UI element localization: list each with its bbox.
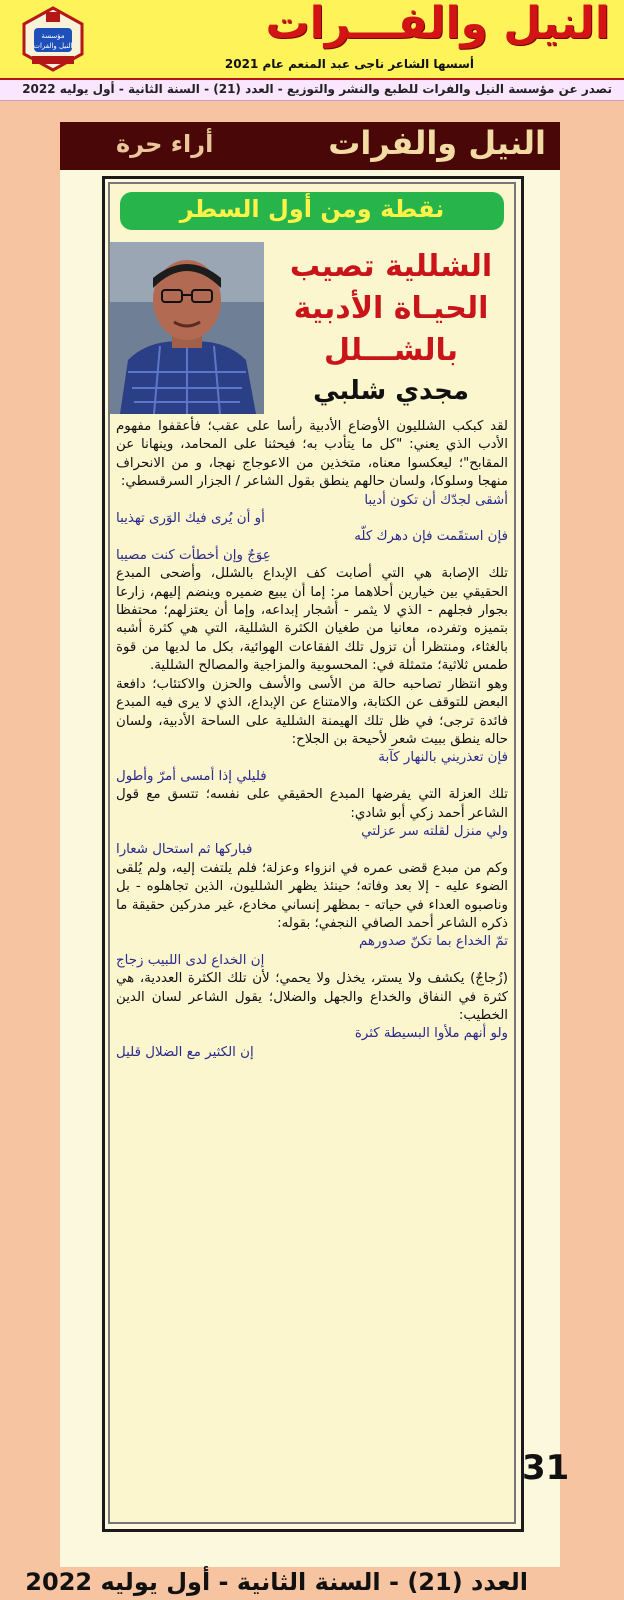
logo-text-1: مؤسسة [41,32,65,40]
verse-line: فإن تعذريني بالنهار كآبة [378,750,508,766]
logo-text-2: النيل والفرات [33,42,73,50]
band-title: النيل والفرات [328,124,546,162]
article-column-inner [108,182,516,1524]
footer [0,1568,624,1600]
headline [276,246,506,372]
masthead-subtitle: أسسها الشاعر ناجى عبد المنعم عام 2021 [224,57,474,71]
author-name: مجدي شلبي [313,376,469,406]
verse-line: إن الكثير مع الضلال قليل [116,1044,254,1060]
article-column [102,176,524,1532]
article-body [116,418,508,1062]
article-page [60,122,560,1567]
verse-line: فباركها ثم استحال شعارا [116,842,253,858]
author-photo [110,242,264,414]
paragraph: وكم من مبدع قضى عمره في انزواء وعزلة؛ فلم يلتفت إليه، ولم يُلقى الضوء عليه - إلا بعد وفاته؛ حينئذ يظهر الشلليون، الذين تجاهلوه - بل وناصبوه العداء في حياته - بمظهر إنساني مخادع، غير مدركين حقيقة ما ذكره الشاعر أحمد الصافي النجفي؛ بقوله: [116,860,508,931]
section-band [60,122,560,170]
verse-line: إن الخداع لدى اللبيب زجاج [116,952,265,968]
verse-line: ولي منزل لقلته سر عزلتي [361,823,508,839]
verse-line: فإن استقَمت فإن دهرك كلّه [354,529,508,545]
info-bar [0,80,624,101]
band-section-label: أراء حرة [116,130,214,158]
verse-line: أشقى لجدّك أن تكون أديبا [364,492,508,508]
headline-line: الحيـاة الأدبية [293,291,489,326]
column-label-text: نقطة ومن أول السطر [179,195,445,223]
headline-line: بالشـــلل [323,333,459,368]
masthead [0,0,624,80]
info-bar-text: تصدر عن مؤسسة النيل والفرات للطبع والنشر والتوزيع - العدد (21) - السنة الثانية - أول يوليه 2022 [22,82,612,96]
masthead-title: النيل والفـــرات [265,0,610,49]
paragraph: تلك الإصابة هي التي أصابت كف الإبداع بالشلل، وأضحى المبدع الحقيقي بين خيارين أحلاهما مر: إما أن يبيع ضميره وينضم إليهم، زارعا بجوار فجلهم - الذي لا يثمر - أشجار إبداعه، وإما أن يعتزلهم؛ محتفظا بتميزه وتفرده، معانيا من طغيان الكثرة الشللية، التي هي كثرة أشبه بالغثاء، ومنتظرا أن تزول تلك الفقاعات الهوائية، بكل ما لديها من قوة طمس ثلاثية؛ متمثلة في: المحسوبية والمزاجية والمصالح الشللية. [116,566,508,674]
headline-line: الشللية تصيب [289,249,493,284]
verse-line: فليلي إذا أمسى أمرّ وأطول [116,768,267,784]
verse-line: أو أن يُرى فيك الوَرى تهذيبا [116,511,265,527]
paragraph: وهو انتظار تصاحبه حالة من الأسى والأسف والحزن والاكتئاب؛ دافعة البعض للتوقف عن الكتابة، والامتناع عن الإبداع، الذي لا يرى فيه المبدع فائدة ترجى؛ في ظل تلك الهيمنة الشللية على الساحة الأدبية، ولسان حاله ينطق ببيت شعر لأحيحة بن الجلاح: [116,676,508,747]
paragraph: لقد كبكب الشلليون الأوضاع الأدبية رأسا على عقب؛ فأعقفوا مفهوم الأدب الذي يعني: "كل ما يتأدب به؛ فيحثنا على المحامد، وينهانا عن المقابح"؛ ليعكسوا معناه، متخذين من الاعوجاج نهجا، و من الانحراف منهجا وسلوكا، ولسان حالهم ينطق بقول الشاعر / الجزار السرقسطي: [116,419,508,490]
footer-text: العدد (21) - السنة الثانية - أول يوليه 2022 [25,1568,528,1596]
verse-line: عِوَجٌ وإن أخطأت كنت مصيبا [116,547,271,563]
page-number: 31 [522,1448,570,1488]
verse-line: ولو أنهم ملأوا البسيطة كثرة [354,1026,508,1042]
paragraph: (زُجاجٌ) يكشف ولا يستر، يخذل ولا يحمي؛ لأن تلك الكثرة العددية، هي كثرة في النفاق والخداع والجهل والضلال؛ يقول الشاعر لسان الدين الخطيب: [116,971,508,1023]
logo-emblem-icon [22,6,84,72]
paragraph: تلك العزلة التي يفرضها المبدع الحقيقي على نفسه؛ تتسق مع قول الشاعر أحمد زكي أبو شادي: [116,787,508,821]
column-label [120,192,504,230]
verse-line: تمّ الخداع بما تكنّ صدورهم [358,934,508,950]
